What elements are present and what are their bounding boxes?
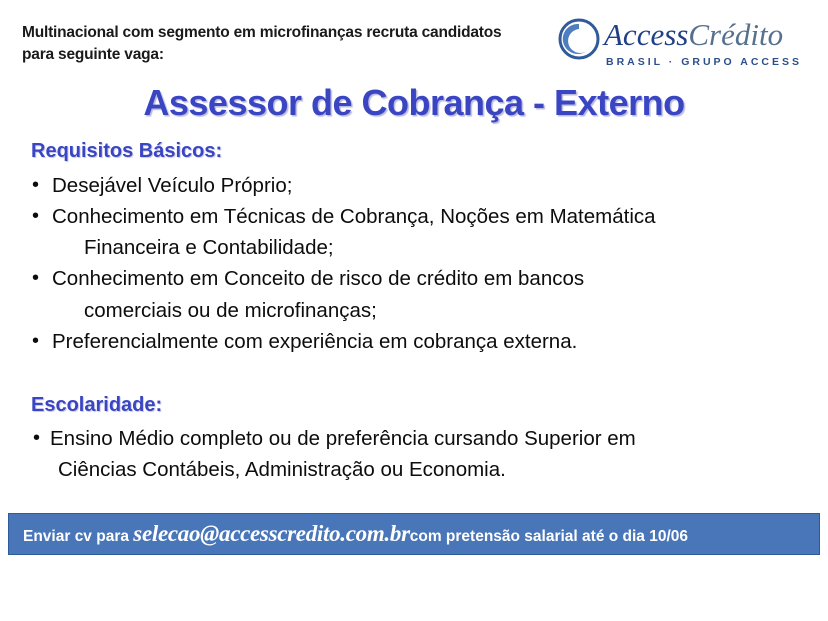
header: [0, 14, 828, 86]
list-item-line-cont: Financeira e Contabilidade;: [84, 236, 334, 260]
footer-prefix-label: Enviar cv para: [23, 528, 134, 545]
list-item-line-cont: comerciais ou de microfinanças;: [84, 298, 377, 322]
circle-swirl-icon: [558, 18, 600, 60]
list-item: [20, 423, 810, 485]
list-item-line-cont: Ciências Contábeis, Administração ou Economia.: [58, 458, 506, 482]
list-item: [20, 170, 810, 201]
logo-word-credito: Crédito: [688, 17, 784, 52]
section-heading-requisitos: Requisitos Básicos:: [31, 140, 223, 162]
contact-footer-text: [9, 521, 688, 547]
list-item-line: • Conhecimento em Técnicas de Cobrança, Noções em Matemática: [52, 205, 656, 229]
list-item: [20, 201, 810, 263]
contact-email-link[interactable]: selecao@accesscredito.com.br: [133, 521, 410, 546]
section-heading-escolaridade: Escolaridade:: [31, 394, 163, 416]
logo-wordmark: [604, 16, 783, 54]
header-intro-line-2: para seguinte vaga:: [22, 46, 164, 64]
list-item-line: • Conhecimento em Conceito de risco de crédito em bancos: [52, 267, 585, 291]
logo-subtitle: BRASIL · GRUPO ACCESS: [606, 56, 803, 68]
logo-word-access: Access: [604, 17, 689, 52]
list-item: [20, 263, 810, 325]
list-item-line: • Ensino Médio completo ou de preferência cursando Superior em: [50, 427, 636, 450]
list-item-line: • Desejável Veículo Próprio;: [52, 174, 293, 197]
contact-footer-band: [8, 513, 820, 555]
page-title: Assessor de Cobrança - Externo: [143, 82, 685, 123]
company-logo: [558, 14, 820, 80]
footer-suffix-label: com pretensão salarial até o dia 10/06: [409, 528, 689, 545]
escolaridade-list: [20, 423, 810, 485]
requisitos-list: [20, 170, 810, 357]
list-item: [20, 326, 810, 357]
header-intro-line-1: Multinacional com segmento em microfinanças recruta candidatos: [22, 24, 502, 41]
header-intro-text: [22, 22, 592, 67]
list-item-line: • Preferencialmente com experiência em cobrança externa.: [52, 329, 578, 353]
